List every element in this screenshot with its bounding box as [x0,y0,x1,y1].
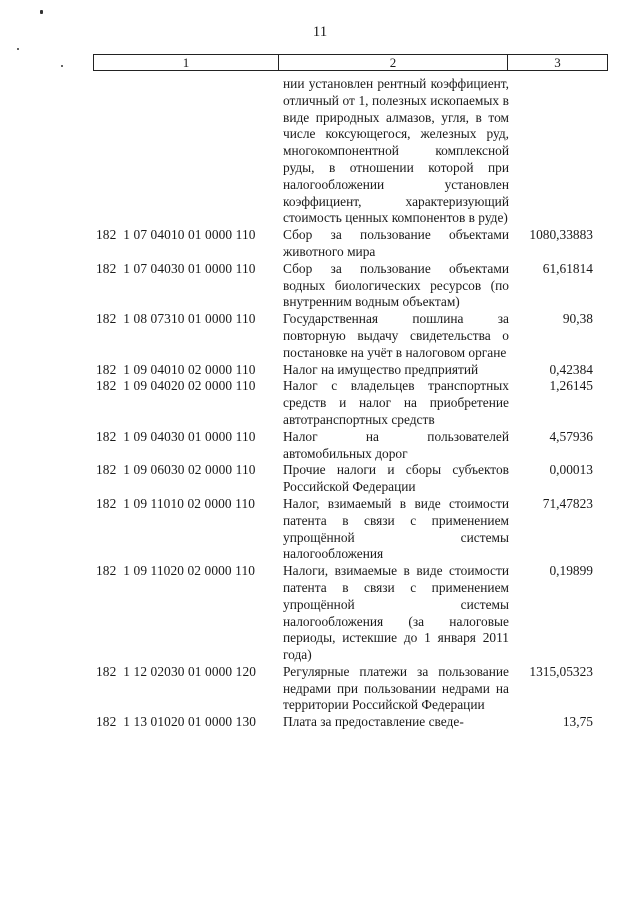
revenue-table [93,76,608,731]
table-header [93,54,608,71]
row-name: Сбор за пользование объектами животного мира [283,227,509,259]
row-value: 90,38 [562,311,593,327]
row-value [509,76,608,227]
row-code: 182 1 09 04010 02 0000 110 [96,361,256,377]
table-row [93,227,608,261]
scan-speck [40,10,43,14]
row-value: 1315,05323 [529,663,593,679]
table-row [93,563,608,664]
row-value: 0,19899 [549,563,593,579]
header-col-2: 2 [279,55,508,70]
row-value: 71,47823 [542,495,593,511]
row-value: 4,57936 [549,428,593,444]
row-name: Сбор за пользование объектами водных биологических ресурсов (по внутренним водным объектам) [283,260,509,310]
table-row [93,362,608,379]
row-name: Государственная пошлина за повторную выдачу свидетельства о постановке на учёт в налоговом органе [283,311,509,360]
row-code: 182 1 07 04030 01 0000 110 [96,260,256,276]
row-name: Регулярные платежи за пользование недрами при пользовании недрами на территории Российской Федерации [283,663,509,713]
table-row [93,496,608,563]
row-value: 1080,33883 [529,227,593,243]
row-code: 182 1 09 11010 02 0000 110 [96,495,256,511]
header-col-3: 3 [554,55,561,70]
row-name: нии установлен рентный коэффициент, отличный от 1, полезных ископаемых в виде природных алмазов, угля, в том числе коксующегося, железных руд, многокомпонентной комплексной руды, в отношении которой при налогообложении установлен коэффициент, характеризующий стоимость ценных компонентов в руде) [283,76,509,226]
row-code: 182 1 12 02030 01 0000 120 [96,663,257,679]
header-col-1: 1 [94,55,279,70]
row-code [93,76,280,227]
table-row [93,378,608,428]
table-row [93,261,608,311]
table-row [93,462,608,496]
row-name: Налоги, взимаемые в виде стоимости патента в связи с применением упрощённой системы налогообложения (за налоговые периоды, истекшие до 1 января 2011 года) [283,563,509,663]
row-value: 1,26145 [549,378,593,394]
row-name: Налог на пользователей автомобильных дорог [283,428,509,461]
row-code: 182 1 07 04010 01 0000 110 [96,227,256,243]
row-name: Налог на имущество предприятий [283,361,479,377]
row-name: Прочие налоги и сборы субъектов Российской Федерации [283,462,509,495]
table-row [93,76,608,227]
row-code: 182 1 09 04020 02 0000 110 [96,378,256,394]
table-row [93,311,608,361]
row-value: 0,00013 [549,462,593,478]
row-name: Налог, взимаемый в виде стоимости патента в связи с применением упрощённой системы налогообложения [283,495,509,562]
row-code: 182 1 08 07310 01 0000 110 [96,311,256,327]
row-value: 13,75 [562,714,593,730]
row-code: 182 1 09 11020 02 0000 110 [96,563,256,579]
page-number: 11 [312,24,328,40]
scan-speck [61,65,63,67]
table-row [93,664,608,714]
row-value: 61,61814 [542,260,593,276]
row-name: Плата за предоставление сведе- [283,714,464,730]
row-code: 182 1 09 06030 02 0000 110 [96,462,256,478]
row-value: 0,42384 [549,361,593,377]
row-name: Налог с владельцев транспортных средств и налог на приобретение автотранспортных средств [283,378,509,427]
scan-speck [17,48,19,50]
table-row [93,714,608,731]
table-row [93,429,608,463]
row-code: 182 1 09 04030 01 0000 110 [96,428,256,444]
row-code: 182 1 13 01020 01 0000 130 [96,714,257,730]
